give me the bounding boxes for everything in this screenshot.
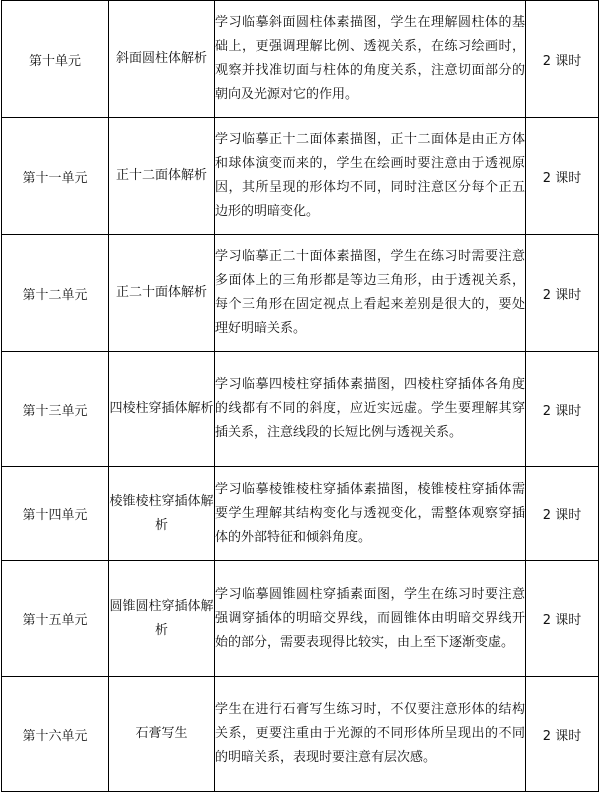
hours-cell: 2 课时: [526, 235, 599, 352]
title-cell: 正十二面体解析: [109, 118, 215, 235]
hours-cell: 2 课时: [526, 352, 599, 467]
description-cell: 学习临摹正二十面体素描图，学生在练习时需要注意多面体上的三角形都是等边三角形，由于透视关系，每个三角形在固定视点上看起来差别是很大的，要处理好明暗关系。: [215, 235, 526, 352]
unit-cell: 第十单元: [2, 1, 109, 118]
description-cell: 学习临摹正十二面体素描图，正十二面体是由正方体和球体演变而来的，学生在绘画时要注意由于透视原因，其所呈现的形体均不同，同时注意区分每个正五边形的明暗变化。: [215, 118, 526, 235]
unit-cell: 第十六单元: [2, 677, 109, 792]
table-row: [2, 1, 599, 118]
hours-cell: 2 课时: [526, 677, 599, 792]
description-cell: 学习临摹棱锥棱柱穿插体素描图，棱锥棱柱穿插体需要学生理解其结构变化与透视变化，需整体观察穿插体的外部特征和倾斜角度。: [215, 467, 526, 561]
unit-cell: 第十二单元: [2, 235, 109, 352]
table-row: [2, 561, 599, 677]
description-cell: 学习临摹圆锥圆柱穿插素面图，学生在练习时要注意强调穿插体的明暗交界线，而圆锥体由明暗交界线开始的部分，需要表现得比较实，由上至下逐渐变虚。: [215, 561, 526, 677]
description-cell: 学习临摹四棱柱穿插体素描图，四棱柱穿插体各角度的线都有不同的斜度，应近实远虚。学生要理解其穿插关系，注意线段的长短比例与透视关系。: [215, 352, 526, 467]
title-cell: 圆锥圆柱穿插体解析: [109, 561, 215, 677]
unit-cell: 第十一单元: [2, 118, 109, 235]
title-cell: 斜面圆柱体解析: [109, 1, 215, 118]
unit-cell: 第十三单元: [2, 352, 109, 467]
title-cell: 正二十面体解析: [109, 235, 215, 352]
unit-cell: 第十四单元: [2, 467, 109, 561]
description-cell: 学习临摹斜面圆柱体素描图，学生在理解圆柱体的基础上，更强调理解比例、透视关系，在练习绘画时，观察并找准切面与柱体的角度关系，注意切面部分的朝向及光源对它的作用。: [215, 1, 526, 118]
table-row: [2, 352, 599, 467]
unit-cell: 第十五单元: [2, 561, 109, 677]
title-cell: 棱锥棱柱穿插体解析: [109, 467, 215, 561]
hours-cell: 2 课时: [526, 467, 599, 561]
syllabus-table: [1, 0, 599, 792]
hours-cell: 2 课时: [526, 561, 599, 677]
title-cell: 四棱柱穿插体解析: [109, 352, 215, 467]
hours-cell: 2 课时: [526, 1, 599, 118]
table-row: [2, 677, 599, 792]
table-row: [2, 467, 599, 561]
description-cell: 学生在进行石膏写生练习时，不仅要注意形体的结构关系，更要注重由于光源的不同形体所呈现出的不同的明暗关系，表现时要注意有层次感。: [215, 677, 526, 792]
title-cell: 石膏写生: [109, 677, 215, 792]
table-row: [2, 235, 599, 352]
hours-cell: 2 课时: [526, 118, 599, 235]
table-row: [2, 118, 599, 235]
